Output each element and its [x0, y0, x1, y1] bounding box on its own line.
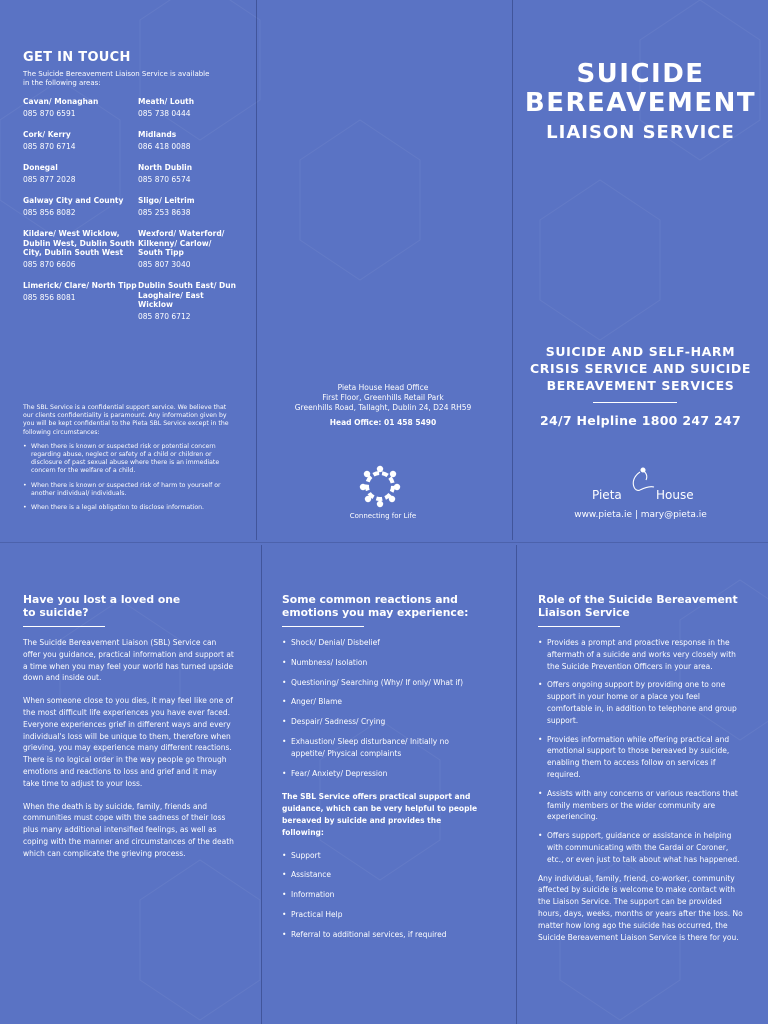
contact-phone[interactable]: 085 877 2028	[23, 174, 76, 184]
crisis-line: SUICIDE AND SELF-HARM	[545, 344, 736, 359]
reactions-heading-line: emotions you may experience:	[282, 606, 469, 619]
role-item: • Provides a prompt and proactive response in the aftermath of a suicide and works very closely with the Suicide Prevention Officers in your area.	[538, 637, 743, 672]
contact-entry	[138, 163, 238, 184]
divider-rule	[593, 402, 677, 403]
role-list	[538, 637, 743, 866]
fold-line	[516, 545, 517, 1024]
contact-area: Dublin South East/ Dun Laoghaire/ East Wicklow	[138, 281, 236, 309]
support-item: • Support	[282, 850, 482, 862]
contact-area: Meath/ Louth	[138, 97, 195, 106]
support-item: • Practical Help	[282, 909, 482, 921]
contact-phone[interactable]: 085 870 6591	[23, 108, 76, 118]
contact-phone[interactable]: 085 870 6574	[138, 174, 191, 184]
contact-phone[interactable]: 085 807 3040	[138, 259, 191, 269]
reaction-item: • Exhaustion/ Sleep disturbance/ Initially no appetite/ Physical complaints	[282, 736, 482, 760]
divider-rule	[282, 626, 364, 627]
contact-area: Donegal	[23, 163, 58, 172]
reactions-panel	[282, 593, 482, 949]
contact-phone[interactable]: 086 418 0088	[138, 141, 191, 151]
reaction-item: • Questioning/ Searching (Why/ If only/ What if)	[282, 677, 482, 689]
contact-entry	[138, 97, 238, 118]
reaction-item: • Numbness/ Isolation	[282, 657, 482, 669]
lost-loved-one-panel	[23, 593, 235, 871]
reaction-item: • Despair/ Sadness/ Crying	[282, 716, 482, 728]
head-office-panel	[258, 383, 508, 427]
support-list	[282, 850, 482, 941]
contact-phone[interactable]: 085 870 6714	[23, 141, 76, 151]
confidentiality-panel	[23, 404, 233, 518]
contact-phone[interactable]: 085 738 0444	[138, 108, 191, 118]
reaction-item: • Shock/ Denial/ Disbelief	[282, 637, 482, 649]
fold-line	[256, 0, 257, 540]
divider-rule	[538, 626, 620, 627]
head-office-address-line: Greenhills Road, Tallaght, Dublin 24, D24 RH59	[294, 403, 472, 412]
reactions-heading-line: Some common reactions and	[282, 593, 458, 606]
helpline-number: 24/7 Helpline 1800 247 247	[540, 413, 741, 428]
contact-entry	[138, 281, 238, 321]
contact-area: Cavan/ Monaghan	[23, 97, 99, 106]
crisis-line: BEREAVEMENT SERVICES	[546, 378, 735, 393]
role-closing-paragraph: Any individual, family, friend, co-worker, community affected by suicide is welcome to make contact with the Liaison Service. The support can be provided hours, days, weeks, months or years after the loss. No matter how long ago the suicide has occurred, the Suicide Bereavement Liaison Service is there for you.	[538, 873, 743, 942]
cover-title-line: BEREAVEMENT	[524, 88, 757, 118]
contact-list	[23, 97, 238, 321]
role-heading-line: Role of the Suicide Bereavement	[538, 593, 738, 606]
lost-paragraph: The Suicide Bereavement Liaison (SBL) Service can offer you guidance, practical information and support at a time when you may feel your world has turned upside down and inside out.	[23, 638, 234, 683]
confidentiality-item: • When there is known or suspected risk of harm to yourself or another individual/ individuals.	[23, 482, 233, 498]
contact-area: Cork/ Kerry	[23, 130, 71, 139]
head-office-address-line: First Floor, Greenhills Retail Park	[322, 393, 444, 402]
role-item: • Offers ongoing support by providing one to one support in your home or a place you feel comfortable in, in addition to telephone and group support.	[538, 679, 743, 726]
pieta-brand-word: Pieta	[592, 488, 622, 502]
lost-heading-line: to suicide?	[23, 606, 89, 619]
contact-entry	[23, 281, 138, 321]
contact-area: Midlands	[138, 130, 177, 139]
contact-entry	[23, 196, 138, 217]
contact-phone[interactable]: 085 870 6606	[23, 259, 76, 269]
role-heading	[538, 593, 743, 619]
contact-area: Sligo/ Leitrim	[138, 196, 195, 205]
contact-area: North Dublin	[138, 163, 193, 172]
fold-line	[261, 545, 262, 1024]
get-in-touch-heading: GET IN TOUCH	[23, 50, 131, 65]
role-item: • Provides information while offering practical and emotional support to those bereaved by suicide, enabling them to access follow on services if required.	[538, 734, 743, 781]
crisis-service-heading	[513, 343, 768, 394]
website-email-link[interactable]: www.pieta.ie | mary@pieta.ie	[574, 510, 707, 520]
head-office-title: Pieta House Head Office	[337, 383, 429, 392]
reaction-item: • Fear/ Anxiety/ Depression	[282, 768, 482, 780]
reaction-item: • Anger/ Blame	[282, 696, 482, 708]
lost-heading	[23, 593, 235, 619]
role-item: • Offers support, guidance or assistance in helping with communicating with the Gardai or Coroner, etc., or even just to talk about what has happened.	[538, 830, 743, 865]
support-item: • Referral to additional services, if required	[282, 929, 482, 941]
head-office-phone: Head Office: 01 458 5490	[329, 418, 437, 427]
contact-area: Kildare/ West Wicklow, Dublin West, Dublin South City, Dublin South West	[23, 229, 135, 257]
contact-phone[interactable]: 085 253 8638	[138, 207, 191, 217]
confidentiality-list	[23, 443, 233, 512]
support-item: • Assistance	[282, 869, 482, 881]
contact-entry	[138, 130, 238, 151]
offers-paragraph: The SBL Service offers practical support and guidance, which can be very helpful to people bereaved by suicide and provides the following:	[282, 792, 478, 837]
confidentiality-text: The SBL Service is a confidential support service. We believe that our clients confidentiality is paramount. Any information given by you will be kept confidential to the Pieta SBL Service except in the following circumstances:	[23, 404, 229, 436]
contact-entry	[138, 229, 238, 269]
divider-rule	[23, 626, 105, 627]
connecting-for-life-logo-icon	[357, 463, 403, 509]
reactions-heading	[282, 593, 482, 619]
reactions-list	[282, 637, 482, 779]
house-brand-word: House	[656, 488, 694, 502]
contact-phone[interactable]: 085 856 8081	[23, 292, 76, 302]
lost-paragraph: When someone close to you dies, it may feel like one of the most difficult life experiences you have ever faced. Everyone experiences grief in different ways and every individual's loss will be unique to them, therefore when grieving, you may experience many different reactions. There is no logical order in the way people go through emotions and reactions to loss and grief and it may take time to adjust to your loss.	[23, 696, 233, 788]
get-in-touch-panel	[23, 50, 238, 321]
cover-title	[513, 60, 768, 145]
lost-paragraph: When the death is by suicide, family, friends and communities must cope with the sadness of their loss plus many additional intensified feelings, as well as coping with the manner and circumstances of the death which can complicate the grieving process.	[23, 801, 234, 858]
contact-area: Limerick/ Clare/ North Tipp	[23, 281, 137, 290]
role-heading-line: Liaison Service	[538, 606, 630, 619]
cover-title-line: SUICIDE	[576, 59, 705, 89]
contact-entry	[23, 97, 138, 118]
contact-entry	[23, 229, 138, 269]
contact-phone[interactable]: 085 856 8082	[23, 207, 76, 217]
cover-subtitle: LIAISON SERVICE	[546, 122, 735, 143]
role-item: • Assists with any concerns or various reactions that family members or the wider community are experiencing.	[538, 788, 743, 823]
role-panel	[538, 593, 743, 954]
lost-heading-line: Have you lost a loved one	[23, 593, 181, 606]
contact-entry	[23, 163, 138, 184]
contact-entry	[138, 196, 238, 217]
contact-area: Wexford/ Waterford/ Kilkenny/ Carlow/ South Tipp	[138, 229, 225, 257]
confidentiality-item: • When there is a legal obligation to disclose information.	[23, 504, 233, 512]
connecting-for-life-caption: Connecting for Life	[349, 512, 417, 520]
get-in-touch-intro: The Suicide Bereavement Liaison Service is available in the following areas:	[23, 70, 210, 87]
contact-area: Galway City and County	[23, 196, 124, 205]
crisis-line: CRISIS SERVICE AND SUICIDE	[529, 361, 752, 376]
support-item: • Information	[282, 889, 482, 901]
fold-line	[0, 542, 768, 543]
contact-phone[interactable]: 085 870 6712	[138, 311, 191, 321]
confidentiality-item: • When there is known or suspected risk or potential concern regarding abuse, neglect or safety of a child or children or disclosure of past sexual abuse where there is an immediate concern for the welfare of a child.	[23, 443, 233, 476]
contact-entry	[23, 130, 138, 151]
